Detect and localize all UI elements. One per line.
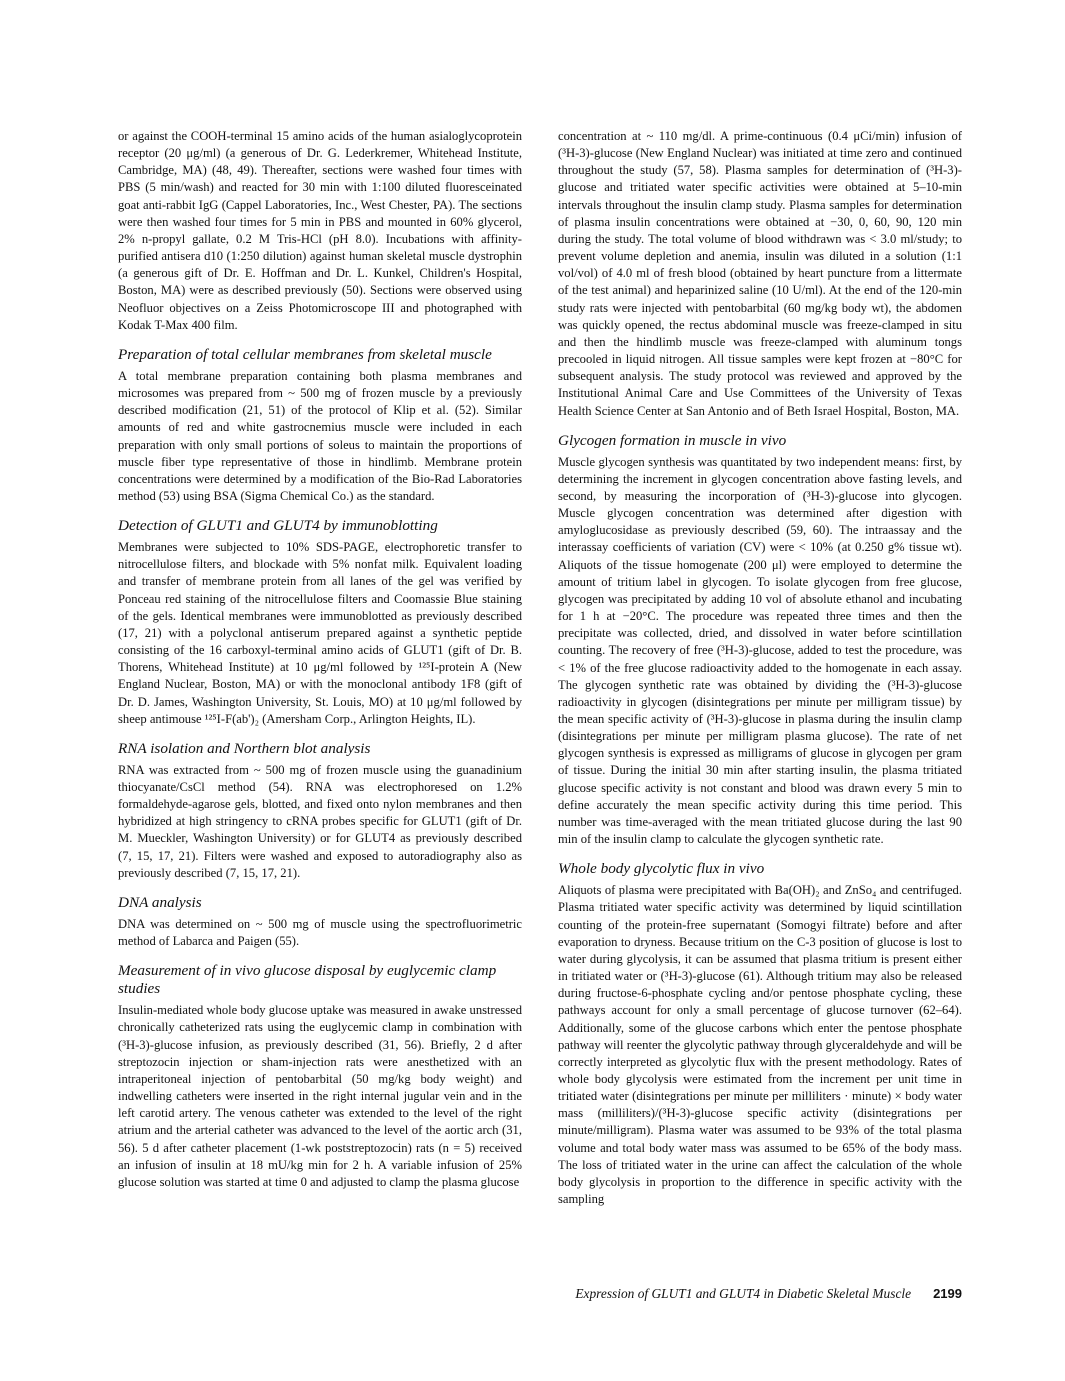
page-number: 2199 — [933, 1286, 962, 1301]
paragraph-rna-isolation: RNA was extracted from ~ 500 mg of frozen muscle using the guanadinium thiocyanate/CsCl method (54). RNA was electrophoresed on 1.2% formaldehyde-agarose gels, blotted, and fixed onto nylon membranes and then hybridized at high stringency to cRNA probes specific for GLUT1 (gift of Dr. M. Mueckler, Washington University) or for GLUT4 as previously described (7, 15, 17, 21). Filters were washed and exposed to autoradiography also as previously described (7, 15, 17, 21). — [118, 762, 522, 880]
heading-membrane-preparation: Preparation of total cellular membranes from skeletal muscle — [118, 345, 492, 363]
paragraph-dna-analysis: DNA was determined on ~ 500 mg of muscle using the spectrofluorimetric method of Labarca and Paigen (55). — [118, 916, 522, 949]
page-footer — [575, 1286, 962, 1302]
paragraph-membrane-preparation: A total membrane preparation containing both plasma membranes and microsomes was prepared from ~ 500 mg of frozen muscle by a previously described modification (21, 51) of the protocol of Klip et al. (52). Similar amounts of red and white gastrocnemius muscle were included in each preparation with only small portions of soleus to maintain the proportions of muscle fiber type representative of those in hindlimb. Membrane protein concentrations were determined by a modification of the Bio-Rad Laboratories method (53) using BSA (Sigma Chemical Co.) as the standard. — [118, 368, 522, 503]
right-column — [558, 128, 962, 1208]
paragraph-euglycemic-clamp-continued: concentration at ~ 110 mg/dl. A prime-continuous (0.4 μCi/min) infusion of (³H-3)-glucose (New England Nuclear) was initiated at time zero and continued throughout the study (57, 58). Plasma samples for determination of (³H-3)-glucose and tritiated water specific activities were obtained at 5–10-min intervals throughout the insulin clamp study. Plasma samples for determination of plasma insulin concentrations were obtained at −30, 0, 60, 90, 120 min during the study. The total volume of blood withdrawn was < 3.0 ml/study; to prevent volume depletion and anemia, insulin was diluted in a solution (1:1 vol/vol) of 4.0 ml of fresh blood (obtained by heart puncture from a littermate of the test animal) and heparinized saline (10 U/ml). At the end of the 120-min study rats were injected with pentobarbital (60 mg/kg body wt), the abdomen was quickly opened, the rectus abdominal muscle was freeze-clamped in situ and then the hindlimb muscle was freeze-clamped with aluminum tongs precooled in liquid nitrogen. All tissue samples were kept frozen at −80°C for subsequent analysis. The study protocol was reviewed and approved by the Institutional Animal Care and Use Committees of the University of Texas Health Science Center at San Antonio and of Beth Israel Hospital, Boston, MA. — [558, 129, 962, 418]
heading-immunoblotting: Detection of GLUT1 and GLUT4 by immunoblotting — [118, 517, 438, 535]
heading-rna-isolation: RNA isolation and Northern blot analysis — [118, 739, 371, 757]
paragraph-immunoblotting: Membranes were subjected to 10% SDS-PAGE, electrophoretic transfer to nitrocellulose filters, and blockade with 5% nonfat milk. Equivalent loading and transfer of membrane protein from all lanes of the gel was verified by Ponceau red staining of the nitrocellulose filters and Coomassie Blue staining of the gels. Identical membranes were immunoblotted as previously described (17, 21) with a polyclonal antiserum prepared against a synthetic peptide consisting of the 16 carboxyl-terminal amino acids of GLUT1 (gift of Dr. B. Thorens, Whitehead Institute) at 10 μg/ml followed by ¹²⁵I-protein A (New England Nuclear, Boston, MA) or with the monoclonal antibody 1F8 (gift of Dr. D. James, Washington University, St. Louis, MO) at 10 μg/ml followed by sheep antimouse ¹²⁵I-F(ab')₂ (Amersham Corp., Arlington Heights, IL). — [118, 540, 522, 726]
running-title: Expression of GLUT1 and GLUT4 in Diabetic Skeletal Muscle — [575, 1286, 912, 1301]
heading-euglycemic-clamp: Measurement of in vivo glucose disposal by euglycemic clamp studies — [118, 962, 497, 998]
paragraph-glycolytic-flux: Aliquots of plasma were precipitated with Ba(OH)₂ and ZnSo₄ and centrifuged. Plasma tritiated water specific activity was determined by liquid scintillation counting of the protein-free supernatant (Somogyi filtrate) before and after evaporation to dryness. Because tritium on the C-3 position of glucose is lost to water during glycolysis, it can be assumed that plasma tritium is present either in tritiated water or (³H-3)-glucose (61). Although tritium may also be released during fructose-6-phosphate cycling and/or pentose phosphate cycling, these pathways account for only a small percentage of glucose turnover (62–64). Additionally, some of the glucose carbons which enter the pentose phosphate pathway will reenter the glycolytic pathway through glyceraldehyde and will be correctly interpreted as glycolytic flux with the present methodology. Rates of whole body glycolysis were estimated from the increment per unit time in tritiated water (disintegrations per minute per milliliters · minute) × body water mass (milliliters)/(³H-3)-glucose specific activity (disintegrations per minute/milligram). Plasma water was assumed to be 93% of the total plasma volume and total body water mass was assumed to be 65% of the body mass. The loss of tritiated water in the urine can affect the calculation of the whole body glycolysis in proportion to the difference in specific activity with the sampling — [558, 883, 962, 1207]
left-column — [118, 128, 522, 1191]
heading-glycogen-formation: Glycogen formation in muscle in vivo — [558, 431, 787, 449]
paragraph-euglycemic-clamp: Insulin-mediated whole body glucose uptake was measured in awake unstressed chronically catheterized rats using the euglycemic clamp in combination with (³H-3)-glucose infusion, as previously described (31, 56). Briefly, 2 d after streptozocin injection or sham-injection rats were anesthetized with an intraperitoneal injection of pentobarbital (50 mg/kg body weight) and indwelling catheters were inserted in the right internal jugular vein and in the left carotid artery. The venous catheter was extended to the level of the right atrium and the arterial catheter was advanced to the level of the aortic arch (31, 56). 5 d after catheter placement (1-wk poststreptozocin) rats (n = 5) received an infusion of insulin at 18 mU/kg min for 2 h. A variable infusion of 25% glucose solution was started at time 0 and adjusted to clamp the plasma glucose — [118, 1003, 522, 1189]
heading-dna-analysis: DNA analysis — [118, 893, 202, 911]
paragraph-glycogen-formation: Muscle glycogen synthesis was quantitated by two independent means: first, by determining the increment in glycogen concentration above fasting levels, and second, by measuring the incorporation of (³H-3)-glucose into glycogen. Muscle glycogen concentration was determined after digestion with amyloglucosidase as previously described (59, 60). The intraassay and the interassay coefficients of variation (CV) were < 10% (at 0.250 g% tissue wt). Aliquots of the tissue homogenate (200 μl) were employed to determine the amount of tritium label in glycogen. To isolate glycogen from free glucose, glycogen was precipitated by adding 10 vol of absolute ethanol and incubating for 1 h at −20°C. The procedure was repeated three times and then the precipitate was collected, dried, and dissolved in water before scintillation counting. The recovery of free (³H-3)-glucose, added to test the procedure, was < 1% of the free glucose radioactivity added to the homogenate in each assay. The glycogen synthetic rate was obtained by dividing the (³H-3)-glucose radioactivity in glycogen (disintegrations per minute per milligram tissue) by the mean specific activity of (³H-3)-glucose in plasma during the insulin clamp (disintegrations per minute per milligram plasma glucose). The rate of net glycogen synthesis is expressed as milligrams of glucose in glycogen per gram of tissue. During the initial 30 min after starting insulin, the plasma tritiated glucose specific activity is not constant and blood was drawn every 5 min to define accurately the mean specific activity during this time period. This number was time-averaged with the mean tritiated glucose during the last 90 min of the insulin clamp to calculate the glycogen synthetic rate. — [558, 454, 962, 847]
paragraph-immunofluorescence-continued: or against the COOH-terminal 15 amino acids of the human asialoglycoprotein receptor (20 μg/ml) (a generous of Dr. G. Lederkremer, Whitehead Institute, Cambridge, MA) (48, 49). Thereafter, sections were washed four times with PBS (5 min/wash) and reacted for 30 min with 1:100 diluted fluoresceinated goat anti-rabbit IgG (Cappel Laboratories, Inc., West Chester, PA). The sections were then washed four times for 5 min in PBS and mounted in 60% glycerol, 2% n-propyl gallate, 0.2 M Tris-HCl (pH 8.0). Incubations with affinity-purified antisera d10 (1:250 dilution) against human skeletal muscle dystrophin (a generous gift of Dr. E. Hoffman and Dr. L. Kunkel, Children's Hospital, Boston, MA) were as described previously (50). Sections were observed using Neofluor objectives on a Zeiss Photomicroscope III and photographed with Kodak T-Max 400 film. — [118, 129, 522, 332]
heading-glycolytic-flux: Whole body glycolytic flux in vivo — [558, 860, 765, 878]
